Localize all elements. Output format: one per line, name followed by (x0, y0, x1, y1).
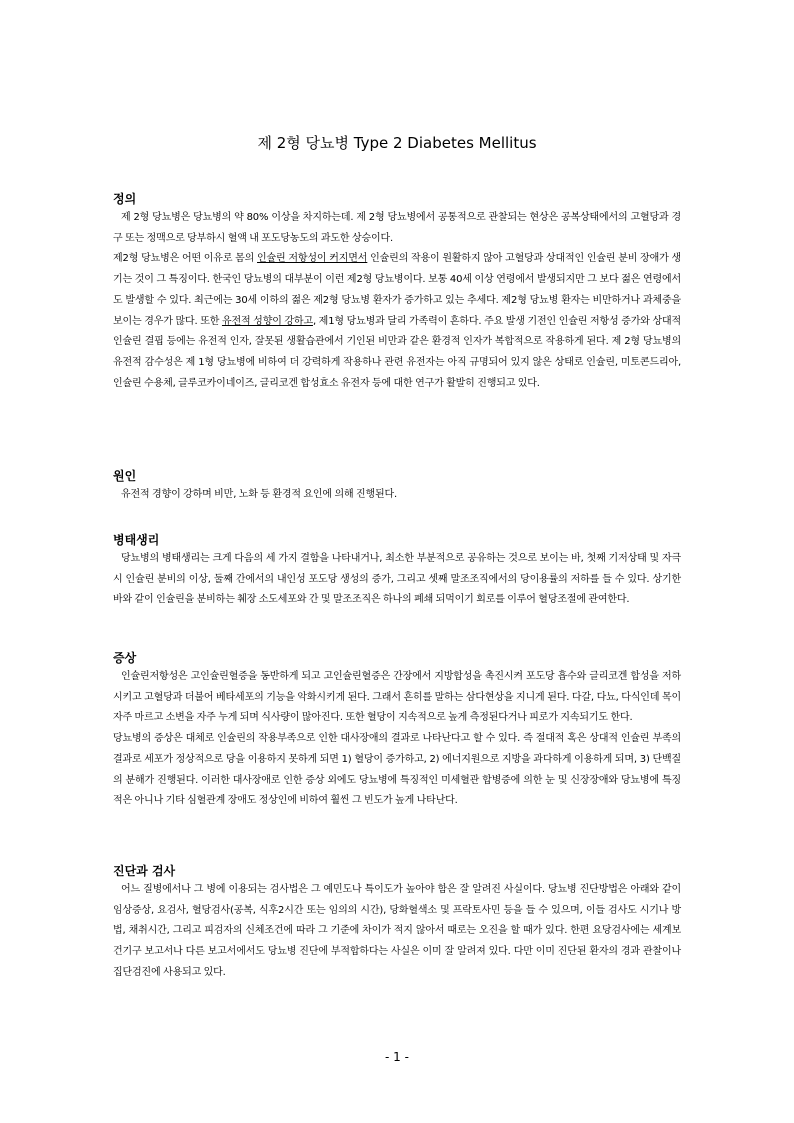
section-heading: 진단과 검사 (113, 864, 176, 878)
text-run: 인슐린의 작용이 원활하지 않아 고혈당과 상대적인 인슐린 분비 장애가 생기는 것이 그 특징이다. 한국인 당뇨병의 대부분이 이런 제2형 당뇨병이다. 보통 40세 이상 연령에서 발생되지만 그 보다 젊은 연령에서도 발생할 수 있다. 최근에는 30세 이하의 젊은 제2형 당뇨병 환자가 증가하고 있는 추세다. 제2형 당뇨병 환자는 비만하거나 과체중을 보이는 경우가 많다. 또한 (113, 253, 681, 327)
paragraph (113, 249, 681, 394)
underlined-text: 인슐린 저항성이 커지면서 (257, 253, 368, 265)
section-heading: 정의 (113, 192, 137, 206)
document-title: 제 2형 당뇨병 Type 2 Diabetes Mellitus (257, 134, 537, 152)
text-run: 제2형 당뇨병은 어떤 이유로 몸의 (113, 253, 258, 265)
section-symptoms (113, 649, 681, 812)
section-cause (113, 467, 681, 506)
paragraph: 인슐린저항성은 고인슐린혈증을 동반하게 되고 고인슐린혈증은 간장에서 지방합성을 촉진시켜 포도당 흡수와 글리코겐 합성을 저하시키고 고혈당과 더불어 베타세포의 기능을 악화시키게 된다. 그래서 흔히를 말하는 삼다현상을 지니게 된다. 다갈, 다뇨, 다식인데 목이 자주 마르고 소변을 자주 누게 되며 식사량이 많아진다. 또한 혈당이 지속적으로 높게 측정된다거나 피로가 지속되기도 한다. (113, 671, 681, 724)
text-run: , 제1형 당뇨병과 달리 가족력이 흔하다. 주요 발생 기전인 인슐린 저항성 증가와 상대적 인슐린 결핍 등에는 유전적 인자, 잘못된 생활습관에서 기인된 비만과 같은 환경적 인자가 복합적으로 작용하게 된다. 제 2형 당뇨병의 유전적 감수성은 제 1형 당뇨병에 비하여 더 강력하게 작용하나 관련 유전자는 아직 규명되어 있지 않은 상태로 인슐린, 미토콘드리아, 인슐린 수용체, 글루코카이네이즈, 글리코겐 합성효소 유전자 등에 대한 연구가 활발히 진행되고 있다. (113, 315, 681, 389)
paragraph: 유전적 경향이 강하며 비만, 노화 등 환경적 요인에 의해 진행된다. (121, 489, 398, 500)
paragraph: 제 2형 당뇨병은 당뇨병의 약 80% 이상을 차지하는데. 제 2형 당뇨병에서 공통적으로 관찰되는 현상은 공복상태에서의 고혈당과 경구 또는 정맥으로 당부하시 혈액 내 포도당농도의 과도한 상승이다. (113, 212, 681, 244)
section-definition (113, 190, 681, 394)
underlined-text: 유전적 성향이 강하고 (221, 315, 313, 327)
section-diagnosis (113, 862, 681, 984)
paragraph: 당뇨병의 병태생리는 크게 다음의 세 가지 결함을 나타내거나, 최소한 부분적으로 공유하는 것으로 보이는 바, 첫째 기저상태 및 자극시 인슐린 분비의 이상, 둘째 간에서의 내인성 포도당 생성의 증가, 그리고 셋째 말조조직에서의 당이용률의 저하를 들 수 있다. 상기한 바와 같이 인슐린을 분비하는 췌장 소도세포와 간 및 말조조직은 하나의 폐쇄 되먹이기 회로를 이루어 혈당조절에 관여한다. (113, 553, 681, 606)
page-number: - 1 - (385, 1050, 409, 1064)
paragraph: 당뇨병의 증상은 대체로 인슐린의 작용부족으로 인한 대사장애의 결과로 나타난다고 할 수 있다. 즉 절대적 혹은 상대적 인슐린 부족의 결과로 세포가 정상적으로 당을 이용하지 못하게 되면 1) 혈당이 증가하고, 2) 에너지원으로 지방을 과다하게 이용하게 되며, 3) 단백질의 분해가 진행된다. 이러한 대사장애로 인한 증상 외에도 당뇨병에 특징적인 미세혈관 합병증에 의한 눈 및 신장장애와 당뇨병에 특징적은 아니나 기타 심혈관계 장애도 정상인에 비하여 훨씬 그 빈도가 높게 나타난다. (113, 733, 681, 807)
section-heading: 병태생리 (113, 533, 160, 547)
section-heading: 증상 (113, 651, 137, 665)
paragraph: 어느 질병에서나 그 병에 이용되는 검사법은 그 예민도나 특이도가 높아야 함은 잘 알려진 사실이다. 당뇨병 진단방법은 아래와 같이 임상증상, 요검사, 혈당검사(공복, 식후2시간 또는 임의의 시간), 당화혈색소 및 프락토사민 등을 들 수 있으며, 이들 검사도 시기나 방법, 채취시간, 그리고 피검자의 신체조건에 따라 그 기준에 차이가 적지 않아서 때로는 오진을 할 때가 있다. 한편 요당검사에는 세계보건기구 보고서나 다른 보고서에서도 당뇨병 진단에 부적합하다는 사실은 이미 잘 알려져 있다. 다만 이미 진단된 환자의 경과 관찰이나 집단검진에 사용되고 있다. (113, 884, 681, 978)
section-pathophysiology (113, 531, 681, 611)
section-heading: 원인 (113, 469, 137, 483)
